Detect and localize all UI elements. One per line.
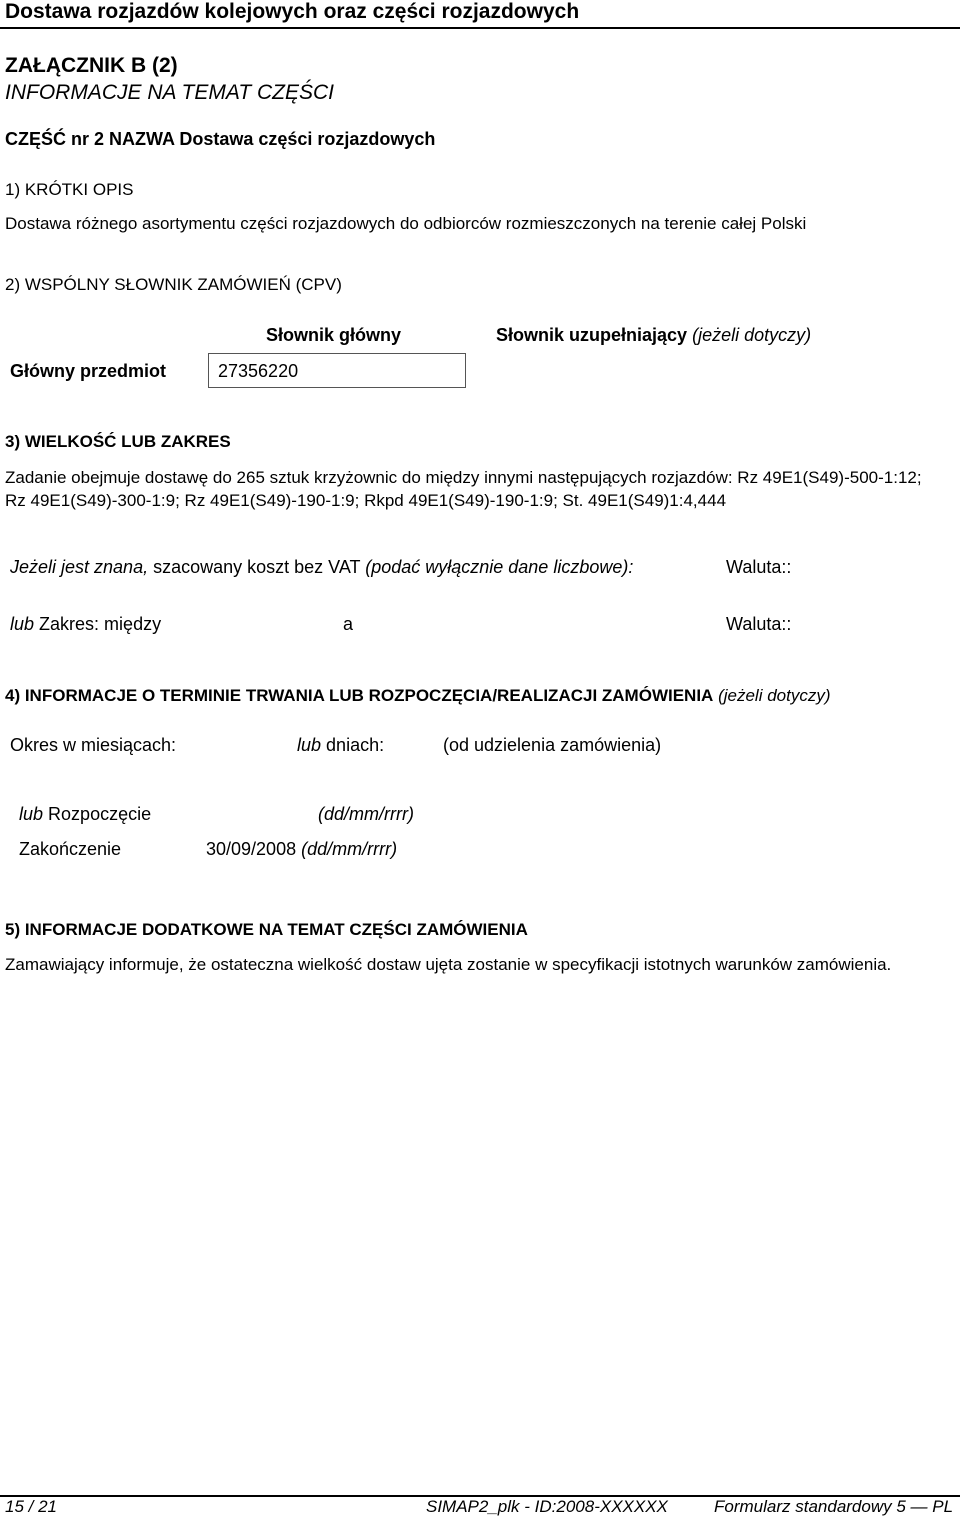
cpv-main-code: 27356220 [218,361,299,381]
duration-months-label: Okres w miesiącach: [10,735,177,755]
document-title: Dostawa rozjazdów kolejowych oraz części rozjazdowych [5,0,580,23]
footer-form-name: Formularz standardowy 5 — PL [714,1497,954,1516]
title-underline [0,27,960,29]
section-2-heading: 2) WSPÓLNY SŁOWNIK ZAMÓWIEŃ (CPV) [5,275,342,294]
section-4-heading-row [5,686,831,706]
start-text: Rozpoczęcie [48,804,152,824]
footer-document-id: SIMAP2_plk - ID:2008-XXXXXX [426,1497,668,1516]
section-4-heading-note: (jeżeli dotyczy) [718,686,831,705]
cpv-supplementary-column-header [496,325,811,346]
duration-days-label [297,735,384,756]
duration-days: dniach: [326,735,385,755]
range-and: a [343,614,354,634]
end-date: 30/09/2008 [206,839,297,859]
end-label: Zakończenie [19,839,122,859]
cpv-main-column-header: Słownik główny [266,325,402,345]
part-heading: CZĘŚĆ nr 2 NAZWA Dostawa części rozjazdowych [5,129,436,149]
end-date-row [206,839,397,860]
duration-or: lub [297,735,322,755]
start-or: lub [19,804,44,824]
cpv-supplementary-note: (jeżeli dotyczy) [692,325,812,345]
end-date-format: (dd/mm/rrrr) [301,839,398,859]
estimated-cost-label [10,557,633,578]
section-1-text: Dostawa różnego asortymentu części rozjazdowych do odbiorców rozmieszczonych na terenie całej Polski [5,214,807,233]
cpv-row-label: Główny przedmiot [10,361,167,381]
cpv-supplementary-label: Słownik uzupełniający [496,325,688,345]
cost-label-note: (podać wyłącznie dane liczbowe): [365,557,634,577]
start-date-format: (dd/mm/rrrr) [318,804,414,824]
currency-label: Waluta:: [726,557,792,577]
start-label [19,804,151,825]
section-5-text: Zamawiający informuje, że ostateczna wielkość dostaw ujęta zostanie w specyfikacji istotnych warunków zamówienia. [5,955,892,974]
section-5-heading: 5) INFORMACJE DODATKOWE NA TEMAT CZĘŚCI ZAMÓWIENIA [5,920,528,939]
section-3-heading: 3) WIELKOŚĆ LUB ZAKRES [5,432,231,451]
cost-label-if-known: Jeżeli jest znana, [10,557,149,577]
cost-label-main: szacowany koszt bez VAT [153,557,361,577]
currency-label-range: Waluta:: [726,614,792,634]
annex-code: ZAŁĄCZNIK B (2) [5,54,178,77]
section-4-heading: 4) INFORMACJE O TERMINIE TRWANIA LUB ROZPOCZĘCIA/REALIZACJI ZAMÓWIENIA [5,686,714,705]
range-label [10,614,161,635]
section-3-text: Zadanie obejmuje dostawę do 265 sztuk krzyżownic do między innymi następujących rozjazdów: Rz 49E1(S49)-500-1:12; Rz 49E1(S49)-300-1:9; Rz 49E1(S49)-190-1:9; Rkpd 49E1(S49)-190-1:9; St. 49E1(S49)1:4,444 [5,468,922,510]
footer-page-number: 15 / 21 [5,1497,57,1516]
duration-from-award: (od udzielenia zamówienia) [443,735,662,755]
range-or: lub [10,614,35,634]
range-between: Zakres: między [39,614,162,634]
annex-subtitle: INFORMACJE NA TEMAT CZĘŚCI [5,81,335,104]
section-1-heading: 1) KRÓTKI OPIS [5,180,134,199]
cpv-main-code-field [208,353,466,388]
